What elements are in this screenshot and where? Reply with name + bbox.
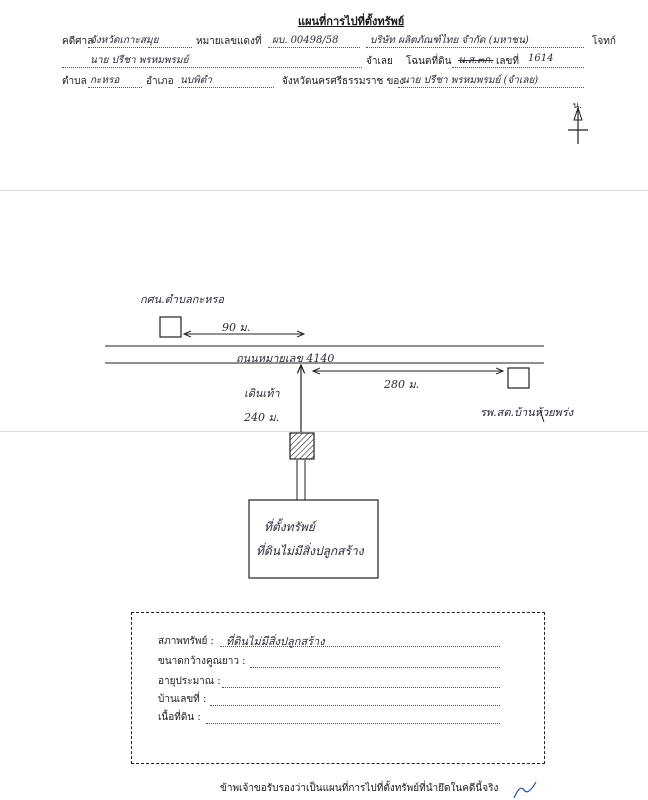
district-value: นบพิตำ <box>180 75 212 86</box>
defendant-value: นาย ปรีชา พรหมพรมย์ <box>90 55 189 66</box>
case-label: คดีศาล <box>62 36 94 47</box>
size-label: ขนาดกว้างคูณยาว : <box>158 656 246 667</box>
dist1-label: 90 ม. <box>222 321 251 334</box>
dist2-label: 280 ม. <box>384 378 420 391</box>
landmark2-box <box>508 368 529 388</box>
property-label-line2: ที่ดินไม่มีสิ่งปลูกสร้าง <box>256 544 364 558</box>
deed-no-label: เลขที่ <box>496 56 519 67</box>
landmark1-box <box>160 317 181 337</box>
walk-dist-label: 240 ม. <box>244 411 280 424</box>
property-callout-box <box>249 500 378 578</box>
signature-mark-icon <box>510 780 540 800</box>
plaintiff-value: บริษัท ผลิตภัณฑ์ไทย จำกัด (มหาชน) <box>370 35 529 46</box>
landmark2-label: รพ.สต.บ้านห้วยพร่ง <box>480 406 574 419</box>
landmark1-label: กศน.ตำบลกะหรอ <box>140 293 225 306</box>
case-value: จังหวัดเกาะสมุย <box>90 35 159 46</box>
footer-certification: ข้าพเจ้าขอรับรองว่าเป็นแผนที่การไปที่ตั้งทรัพย์ที่นำยึดในคดีนี้จริง <box>220 783 499 794</box>
document-title: แผนที่การไปที่ตั้งทรัพย์ <box>298 15 405 28</box>
subdistrict-label: ตำบล <box>62 76 87 87</box>
age-label: อายุประมาณ : <box>158 676 221 687</box>
subdistrict-value: กะหรอ <box>90 75 120 86</box>
deed-label: โฉนดที่ดิน <box>406 56 452 67</box>
callout-pointer <box>282 460 297 500</box>
condition-label: สภาพทรัพย์ : <box>158 636 214 647</box>
province-label: จังหวัดนครศรีธรรมราช ของ <box>282 76 405 87</box>
district-label: อำเภอ <box>146 76 174 87</box>
house-no-label: บ้านเลขที่ : <box>158 694 207 705</box>
plaintiff-label: โจทก์ <box>592 36 616 47</box>
road-label: ถนนหมายเลข 4140 <box>236 352 335 365</box>
redcase-value: ผบ. 00498/58 <box>272 35 339 46</box>
redcase-label: หมายเลขแดงที่ <box>196 36 262 47</box>
area-label: เนื้อที่ดิน : <box>158 712 201 723</box>
north-label: น. <box>573 101 583 111</box>
property-label-line1: ที่ตั้งทรัพย์ <box>264 520 315 534</box>
owner-value: นาย ปรีชา พรหมพรมย์ (จำเลย) <box>402 75 539 86</box>
condition-value: ที่ดินไม่มีสิ่งปลูกสร้าง <box>226 635 325 648</box>
defendant-label: จำเลย <box>366 56 393 67</box>
walk-label: เดินเท้า <box>244 387 280 400</box>
property-parcel <box>290 433 314 459</box>
deed-type: น.ส.๓ก. <box>458 55 494 66</box>
deed-no-value: 1614 <box>528 53 554 64</box>
